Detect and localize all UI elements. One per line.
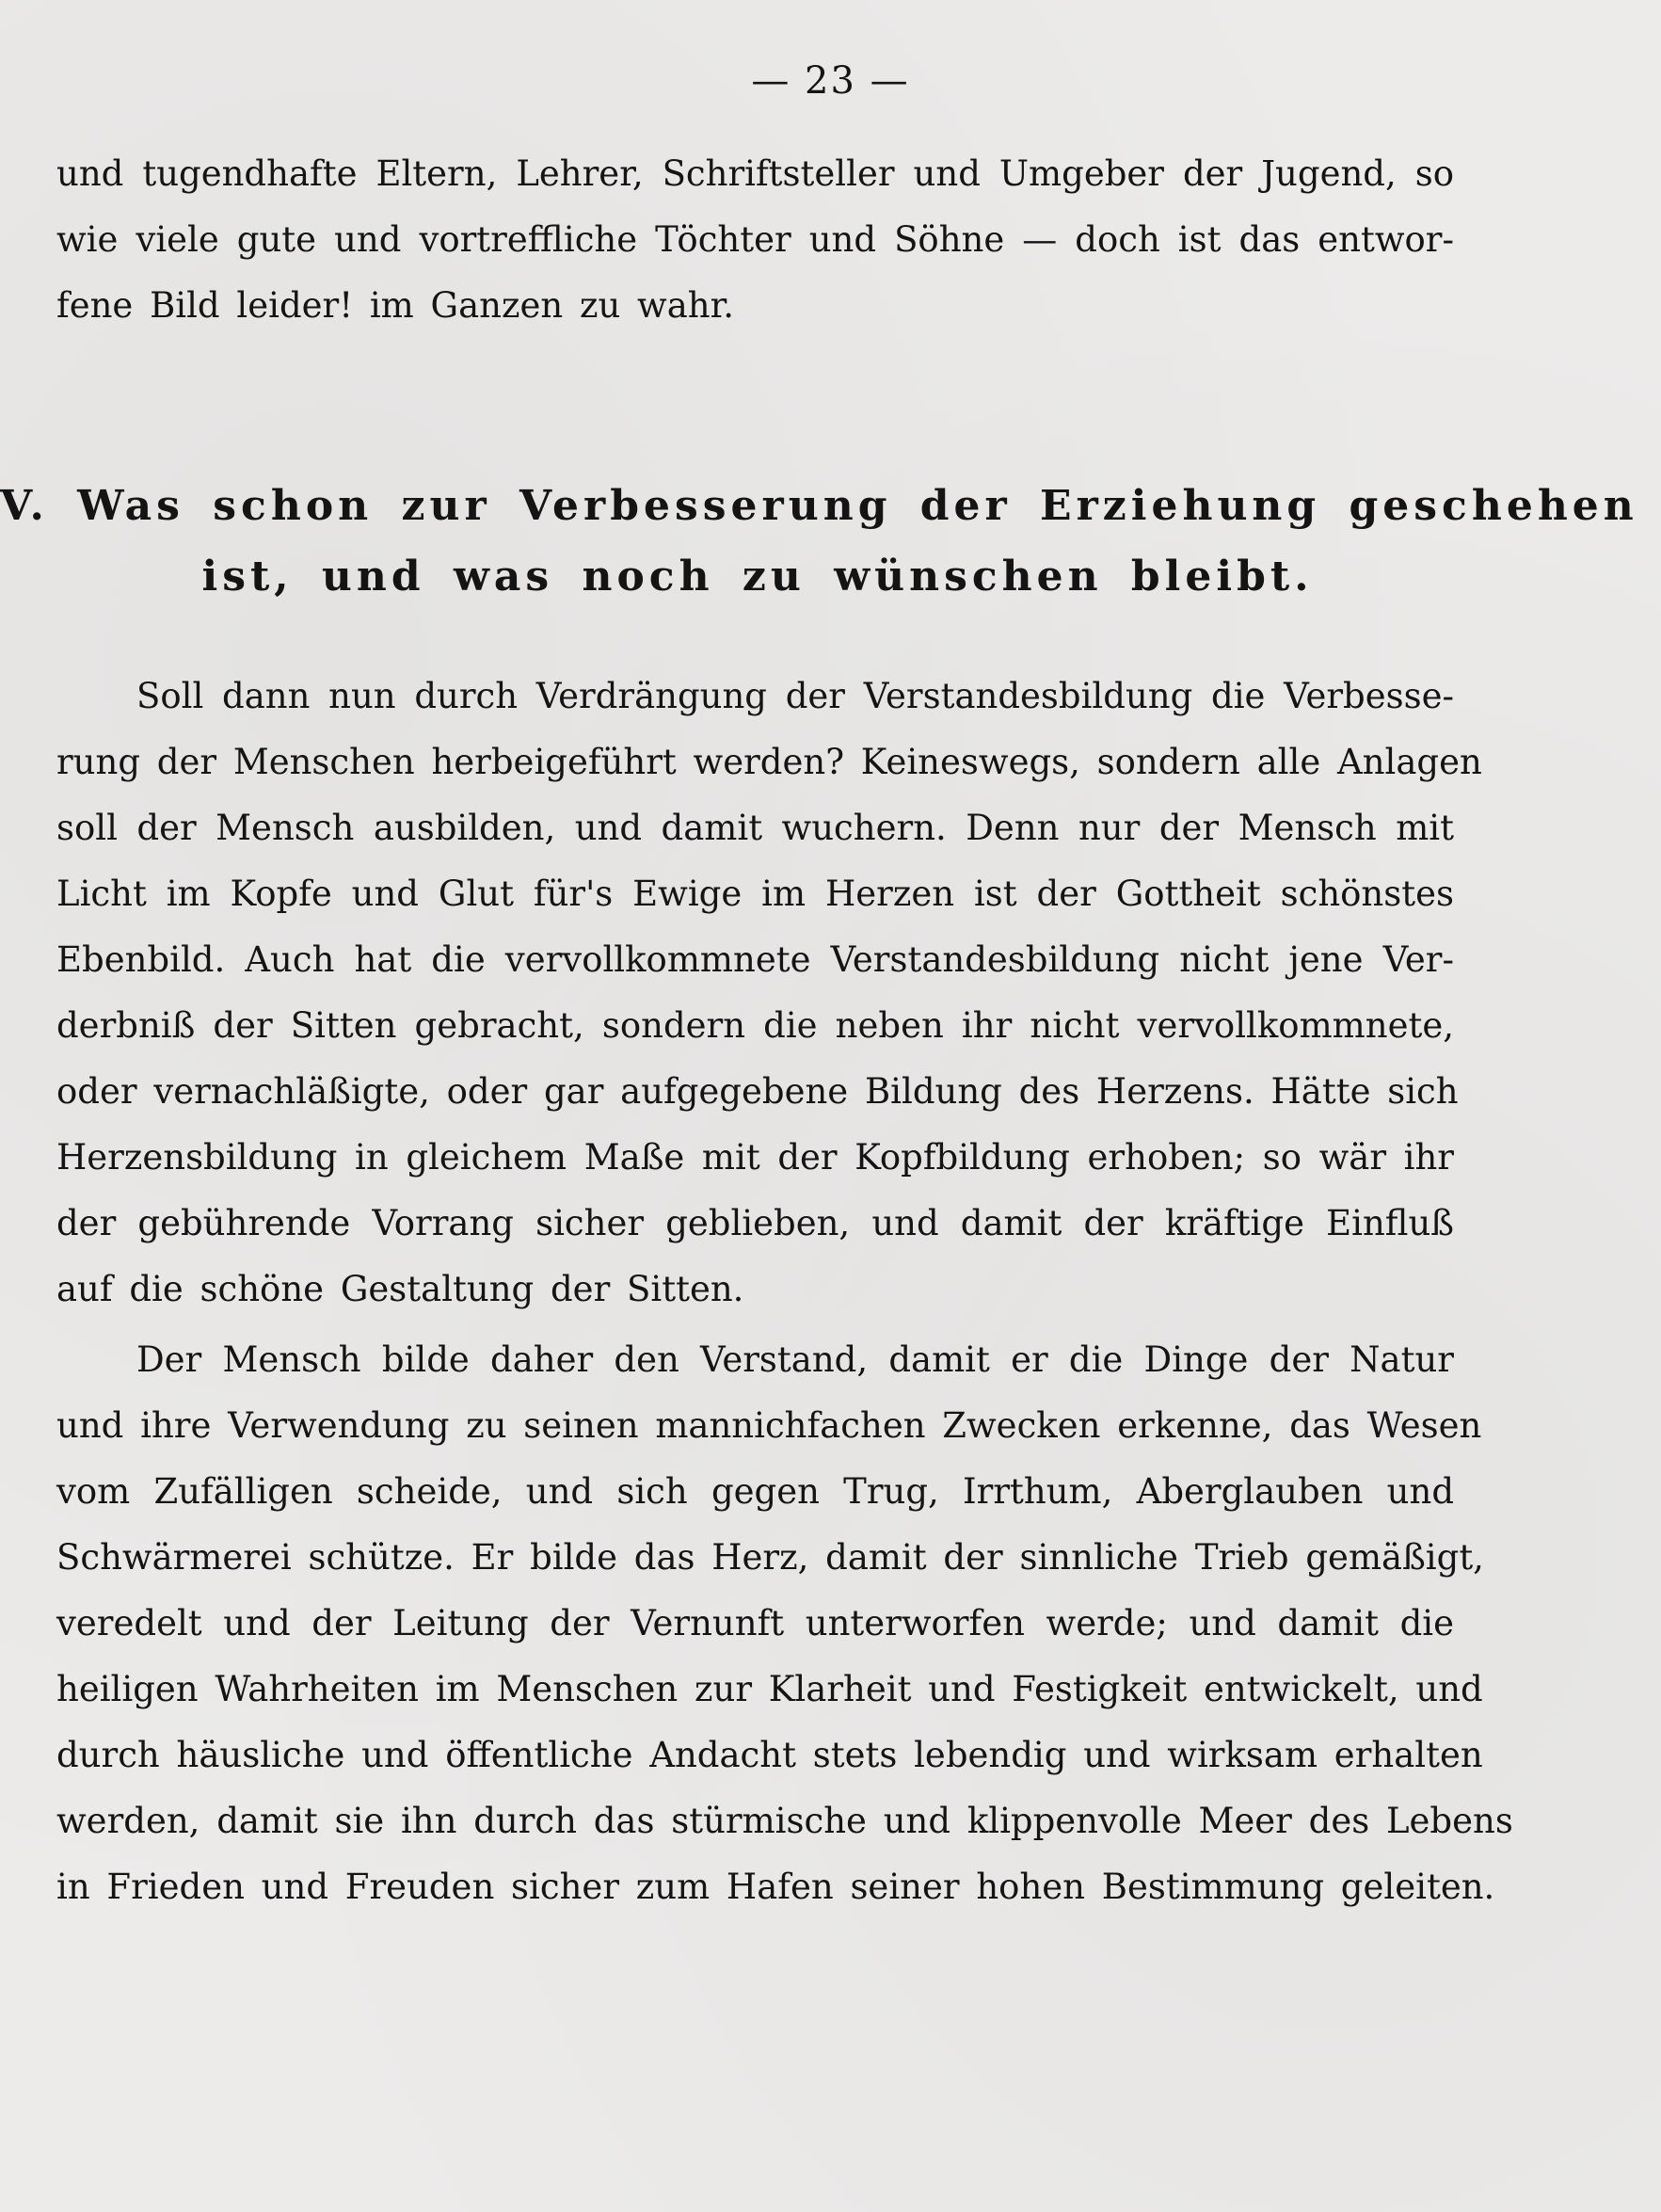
paragraph-2-line-3: vom Zufälligen scheide, und sich gegen Trug, Irrthum, Aberglauben und — [56, 1471, 1454, 1512]
paragraph-2-line-2: und ihre Verwendung zu seinen mannichfachen Zwecken erkenne, das Wesen — [56, 1405, 1482, 1446]
paragraph-1-line-8: Herzensbildung in gleichem Maße mit der Kopfbildung erhoben; so wär ihr — [56, 1137, 1454, 1178]
paragraph-1-line-10: auf die schöne Gestaltung der Sitten. — [56, 1269, 744, 1309]
paragraph-1-line-7: oder vernachläßigte, oder gar aufgegebene Bildung des Herzens. Hätte sich — [56, 1071, 1459, 1112]
section-heading-line-1: V. Was schon zur Verbesserung der Erziehung geschehen — [0, 482, 1638, 530]
paragraph-1-line-2: rung der Menschen herbeigeführt werden? Keineswegs, sondern alle Anlagen — [56, 742, 1482, 782]
paragraph-1-line-4: Licht im Kopfe und Glut für's Ewige im Herzen ist der Gottheit schönstes — [56, 874, 1454, 914]
paragraph-1-line-9: der gebührende Vorrang sicher geblieben, und damit der kräftige Einfluß — [56, 1203, 1454, 1243]
paragraph-2-line-6: heiligen Wahrheiten im Menschen zur Klarheit und Festigkeit entwickelt, und — [56, 1669, 1483, 1709]
paragraph-2-line-7: durch häusliche und öffentliche Andacht stets lebendig und wirksam erhalten — [56, 1735, 1483, 1775]
paragraph-1-line-5: Ebenbild. Auch hat die vervollkommnete Verstandesbildung nicht jene Ver- — [56, 939, 1454, 980]
section-heading-line-2: ist, und was noch zu wünschen bleibt. — [201, 553, 1314, 601]
paragraph-1-line-6: derbniß der Sitten gebracht, sondern die neben ihr nicht vervollkommnete, — [56, 1005, 1454, 1046]
paragraph-2-line-8: werden, damit sie ihn durch das stürmische und klippenvolle Meer des Lebens — [56, 1801, 1513, 1841]
paragraph-2-line-5: veredelt und der Leitung der Vernunft unterworfen werde; und damit die — [56, 1603, 1454, 1643]
opening-line-1: und tugendhafte Eltern, Lehrer, Schriftsteller und Umgeber der Jugend, so — [56, 153, 1454, 194]
paragraph-2-line-1: Der Mensch bilde daher den Verstand, damit er die Dinge der Natur — [136, 1339, 1454, 1380]
paragraph-1-line-3: soll der Mensch ausbilden, und damit wuchern. Denn nur der Mensch mit — [56, 808, 1454, 848]
opening-line-3: fene Bild leider! im Ganzen zu wahr. — [56, 285, 734, 326]
page-number: — 23 — — [751, 59, 910, 103]
opening-line-2: wie viele gute und vortreffliche Töchter und Söhne — doch ist das entwor- — [56, 219, 1454, 260]
paragraph-1-line-1: Soll dann nun durch Verdrängung der Verstandesbildung die Verbesse- — [136, 676, 1454, 716]
paragraph-2-line-9: in Frieden und Freuden sicher zum Hafen seiner hohen Bestimmung geleiten. — [56, 1867, 1495, 1907]
paragraph-2-line-4: Schwärmerei schütze. Er bilde das Herz, damit der sinnliche Trieb gemäßigt, — [56, 1537, 1484, 1578]
